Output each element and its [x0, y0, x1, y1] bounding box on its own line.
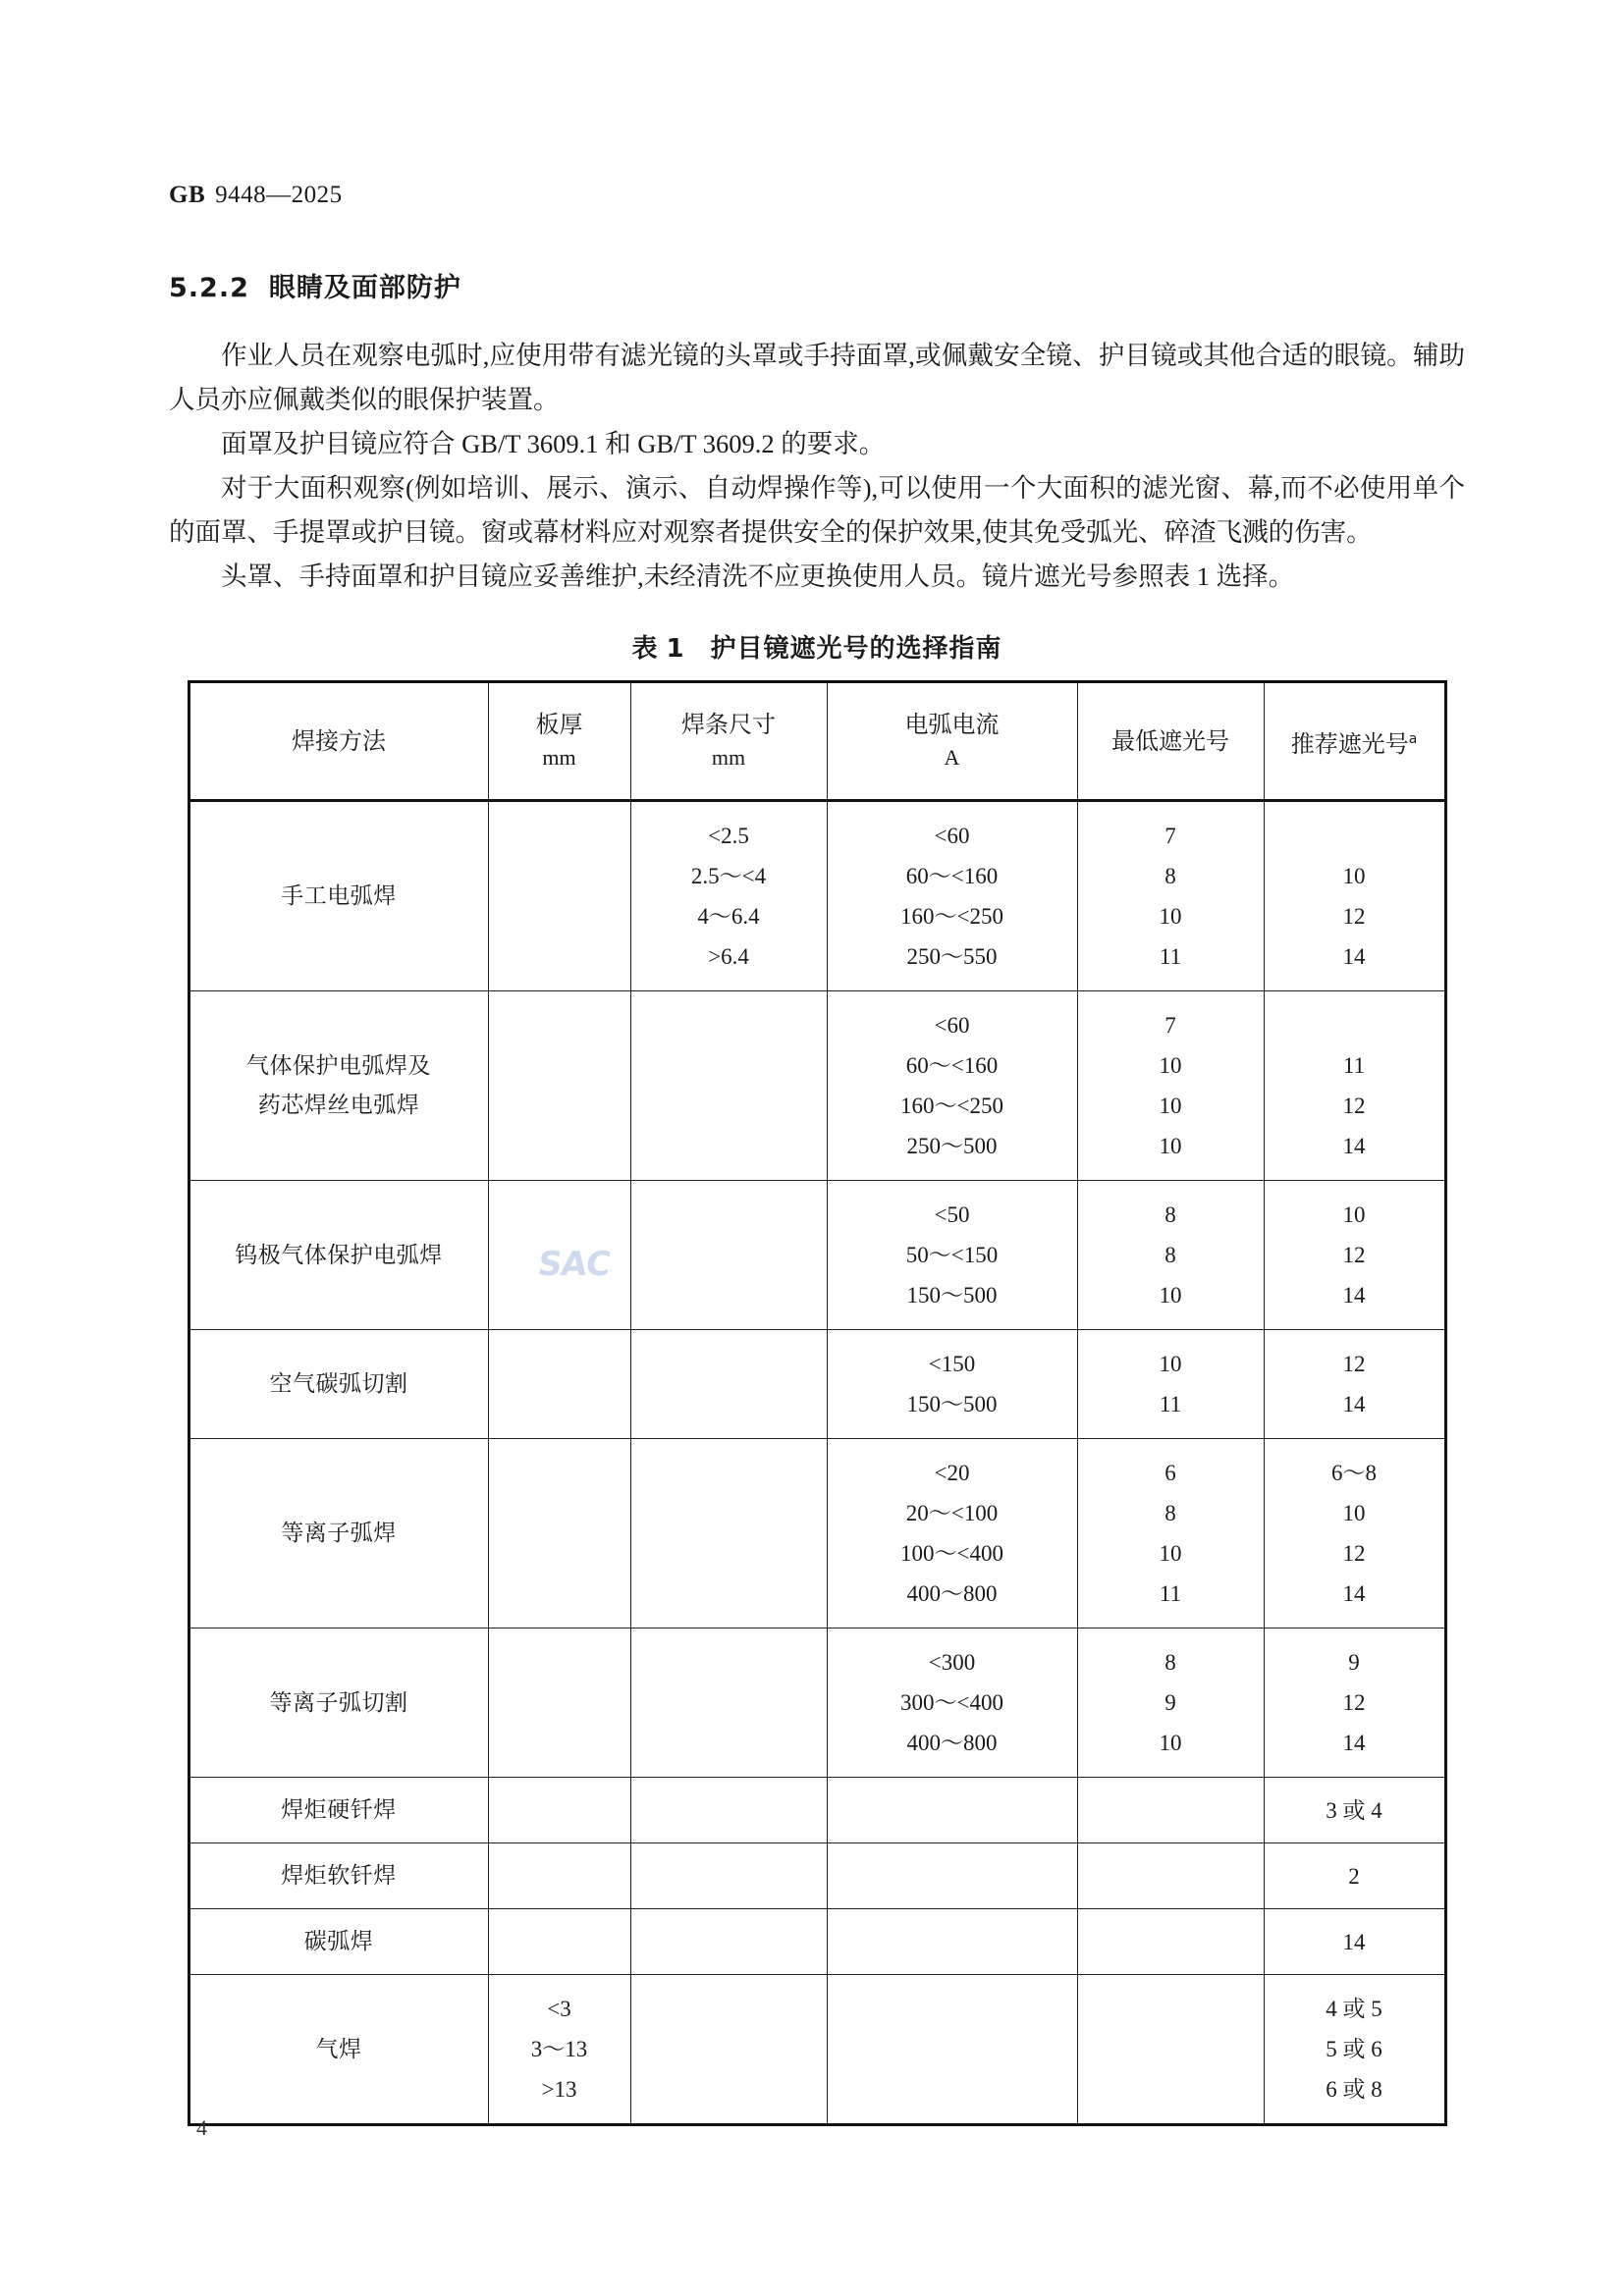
cell-line: >13 [541, 2077, 577, 2102]
cell-recommended-shade [1264, 1439, 1445, 1629]
standard-number: 9448—2025 [215, 182, 343, 208]
table-row [189, 1975, 1445, 2125]
cell-line [557, 1344, 563, 1384]
cell-line: 10 [1342, 1501, 1366, 1525]
cell-welding-method: 气体保护电弧焊及 药芯焊丝电弧焊 [189, 991, 488, 1181]
column-header-welding-method [189, 682, 488, 801]
cell-minimum-shade [1077, 1975, 1264, 2125]
cell-line: 11 [1342, 1053, 1366, 1078]
cell-minimum-shade [1077, 1843, 1264, 1909]
cell-line [557, 1453, 563, 1493]
table-row [189, 1330, 1445, 1439]
cell-line [726, 1533, 731, 1574]
cell-electrode-size [630, 1843, 827, 1909]
cell-line [1167, 1989, 1173, 2029]
cell-recommended-shade [1264, 1330, 1445, 1439]
cell-recommended-shade [1264, 1909, 1445, 1975]
table-body [189, 801, 1445, 2125]
cell-line: 6 [1164, 1461, 1176, 1485]
cell-line [726, 1195, 731, 1235]
cell-line: <2.5 [708, 824, 749, 848]
table-caption [169, 628, 1465, 665]
paragraph-3: 对于大面积观察(例如培训、展示、演示、自动焊操作等),可以使用一个大面积的滤光窗、幕,而不必使用单个的面罩、手提罩或护目镜。窗或幕材料应对观察者提供安全的保护效果,使其免受弧光、碎渣飞溅的伤害。 [169, 473, 1465, 547]
cell-line: 60～<160 [905, 864, 999, 888]
cell-line [949, 1922, 955, 1962]
cell-line: <20 [934, 1461, 970, 1485]
cell-line [557, 1086, 563, 1126]
cell-line: 2 [1348, 1863, 1360, 1889]
cell-line [726, 1235, 731, 1275]
cell-line: 250～550 [906, 944, 998, 969]
cell-welding-method: 气焊 [189, 1975, 488, 2125]
cell-line [726, 1453, 731, 1493]
column-title: 推荐遮光号 [1290, 729, 1409, 758]
cell-line [726, 1086, 731, 1126]
cell-line: 10 [1159, 1094, 1182, 1118]
cell-minimum-shade [1077, 1909, 1264, 1975]
cell-plate-thickness [488, 1909, 630, 1975]
cell-electrode-size [630, 1330, 827, 1439]
shade-number-table [188, 680, 1447, 2126]
table-row [189, 991, 1445, 1181]
cell-minimum-shade [1077, 1629, 1264, 1778]
cell-line: 10 [1159, 1541, 1182, 1566]
cell-welding-method: 焊炬硬钎焊 [189, 1778, 488, 1843]
column-unit: A [944, 745, 960, 770]
table-row [189, 1629, 1445, 1778]
cell-line: 11 [1159, 1392, 1182, 1416]
cell-line: <50 [934, 1202, 970, 1227]
cell-line [557, 1682, 563, 1723]
cell-recommended-shade [1264, 801, 1445, 991]
column-unit: mm [542, 745, 576, 770]
cell-line: <3 [547, 1997, 571, 2021]
page-number: 4 [196, 2115, 207, 2140]
table-caption-title: 护目镜遮光号的选择指南 [710, 634, 1002, 664]
cell-line [726, 1682, 731, 1723]
cell-line [557, 936, 563, 977]
cell-line: 10 [1159, 1134, 1182, 1158]
column-title: 最低遮光号 [1111, 727, 1229, 755]
cell-line [726, 1493, 731, 1533]
cell-line: 8 [1164, 1650, 1176, 1675]
cell-line [949, 2069, 955, 2109]
cell-electrode-size [630, 1975, 827, 2125]
column-header-electrode-size [630, 682, 827, 801]
cell-line: 6～8 [1331, 1461, 1377, 1485]
cell-line: 12 [1342, 904, 1366, 929]
cell-plate-thickness [488, 991, 630, 1181]
cell-line: 7 [1164, 824, 1176, 848]
column-header-arc-current [827, 682, 1077, 801]
table-row [189, 1778, 1445, 1843]
cell-electrode-size [630, 1909, 827, 1975]
cell-line [1167, 2029, 1173, 2069]
cell-line: 20～<100 [905, 1501, 999, 1525]
cell-line: 9 [1164, 1690, 1176, 1715]
cell-plate-thickness [488, 1778, 630, 1843]
column-title: 焊接方法 [292, 727, 386, 755]
cell-electrode-size [630, 991, 827, 1181]
table-header-row [189, 682, 1445, 801]
cell-line [726, 1384, 731, 1424]
cell-line: 250～500 [906, 1134, 998, 1158]
cell-line: 2.5～<4 [690, 864, 767, 888]
cell-electrode-size [630, 801, 827, 991]
table-row [189, 1843, 1445, 1909]
cell-line: 10 [1342, 1202, 1366, 1227]
cell-line: 400～800 [906, 1731, 998, 1755]
cell-line [726, 2069, 731, 2109]
cell-line [726, 1275, 731, 1315]
cell-arc-current [827, 1975, 1077, 2125]
cell-line: 8 [1164, 864, 1176, 888]
cell-line [726, 1005, 731, 1045]
cell-line: 7 [1164, 1013, 1176, 1038]
cell-arc-current [827, 991, 1077, 1181]
cell-recommended-shade [1264, 991, 1445, 1181]
cell-line [726, 1045, 731, 1086]
column-header-plate-thickness [488, 682, 630, 801]
cell-line: 12 [1342, 1243, 1366, 1267]
cell-electrode-size [630, 1778, 827, 1843]
column-header-recommended-shade [1264, 682, 1445, 801]
cell-recommended-shade [1264, 1843, 1445, 1909]
cell-line [726, 1723, 731, 1763]
cell-recommended-shade [1264, 1975, 1445, 2125]
cell-minimum-shade [1077, 991, 1264, 1181]
cell-line [726, 1790, 731, 1831]
cell-electrode-size [630, 1181, 827, 1330]
cell-line: 10 [1159, 1283, 1182, 1308]
cell-line: <60 [934, 1013, 970, 1038]
page-content [169, 0, 1465, 2126]
cell-minimum-shade [1077, 1439, 1264, 1629]
cell-line [1167, 1922, 1173, 1962]
cell-line: <60 [934, 824, 970, 848]
cell-line: 150～500 [906, 1283, 998, 1308]
cell-line [557, 1235, 563, 1275]
cell-line: 8 [1164, 1243, 1176, 1267]
cell-line [949, 2029, 955, 2069]
cell-line: 10 [1342, 864, 1366, 888]
table-row [189, 1439, 1445, 1629]
cell-line [726, 1642, 731, 1682]
cell-line: 14 [1342, 1283, 1366, 1308]
cell-arc-current [827, 801, 1077, 991]
cell-line [557, 816, 563, 856]
cell-welding-method: 手工电弧焊 [189, 801, 488, 991]
cell-line: 8 [1164, 1202, 1176, 1227]
cell-plate-thickness [488, 1181, 630, 1330]
cell-arc-current [827, 1843, 1077, 1909]
cell-line: >6.4 [708, 944, 749, 969]
clause-number: 5.2.2 [169, 273, 249, 303]
sac-watermark: SAC [535, 1245, 613, 1284]
cell-line: <300 [928, 1650, 976, 1675]
cell-welding-method: 焊炬软钎焊 [189, 1843, 488, 1909]
running-header [169, 182, 1465, 209]
cell-plate-thickness [488, 1439, 630, 1629]
cell-electrode-size [630, 1629, 827, 1778]
cell-line [726, 1922, 731, 1962]
cell-line [726, 1126, 731, 1166]
paragraph-1: 作业人员在观察电弧时,应使用带有滤光镜的头罩或手持面罩,或佩戴安全镜、护目镜或其他合适的眼镜。辅助人员亦应佩戴类似的眼保护装置。 [169, 341, 1465, 414]
cell-line: 11 [1159, 1581, 1182, 1606]
cell-line: 14 [1342, 1134, 1366, 1158]
cell-welding-method: 空气碳弧切割 [189, 1330, 488, 1439]
cell-line [557, 1384, 563, 1424]
cell-line: 14 [1342, 1731, 1366, 1755]
cell-line: 3～13 [530, 2037, 588, 2061]
column-header-minimum-shade [1077, 682, 1264, 801]
cell-line [949, 1989, 955, 2029]
cell-line [557, 1723, 563, 1763]
paragraph-4: 头罩、手持面罩和护目镜应妥善维护,未经清洗不应更换使用人员。镜片遮光号参照表 1 选择。 [221, 561, 1295, 591]
table-caption-number: 1 [666, 634, 685, 664]
cell-line: 9 [1348, 1650, 1360, 1675]
cell-line: 300～<400 [900, 1690, 1003, 1715]
cell-line [557, 896, 563, 936]
cell-line [557, 1574, 563, 1614]
cell-line: 150～500 [906, 1392, 998, 1416]
cell-plate-thickness [488, 801, 630, 991]
clause-heading [169, 266, 1465, 304]
cell-line: 60～<160 [905, 1053, 999, 1078]
cell-line: 160～<250 [900, 1094, 1003, 1118]
cell-line [726, 1856, 731, 1896]
cell-recommended-shade [1264, 1629, 1445, 1778]
cell-line [557, 1790, 563, 1831]
cell-welding-method: 钨极气体保护电弧焊 [189, 1181, 488, 1330]
footnote-marker: a [1408, 730, 1418, 747]
cell-line [557, 856, 563, 896]
cell-line [949, 1790, 955, 1831]
cell-recommended-shade [1264, 1778, 1445, 1843]
cell-line [1167, 1790, 1173, 1831]
cell-line [1167, 1856, 1173, 1896]
cell-arc-current [827, 1330, 1077, 1439]
standard-prefix: GB [169, 182, 206, 208]
cell-line [557, 1195, 563, 1235]
cell-line [557, 1045, 563, 1086]
table-row [189, 801, 1445, 991]
cell-line: 12 [1342, 1541, 1366, 1566]
cell-line: 5 或 6 [1326, 2037, 1382, 2061]
cell-line [726, 1574, 731, 1614]
cell-line: 12 [1342, 1094, 1366, 1118]
cell-line: 12 [1342, 1352, 1366, 1376]
cell-line [557, 1922, 563, 1962]
cell-line [557, 1275, 563, 1315]
cell-line [557, 1005, 563, 1045]
cell-line: <150 [928, 1352, 976, 1376]
cell-line: 14 [1342, 1929, 1366, 1954]
cell-minimum-shade [1077, 1330, 1264, 1439]
cell-line: 10 [1159, 1352, 1182, 1376]
cell-line [557, 1493, 563, 1533]
cell-line [557, 1533, 563, 1574]
table-row [189, 1909, 1445, 1975]
cell-line: 4～6.4 [697, 904, 760, 929]
cell-line: 14 [1342, 944, 1366, 969]
cell-arc-current [827, 1778, 1077, 1843]
paragraph-2: 面罩及护目镜应符合 GB/T 3609.1 和 GB/T 3609.2 的要求。 [221, 429, 886, 458]
table-row [189, 1181, 1445, 1330]
cell-welding-method: 碳弧焊 [189, 1909, 488, 1975]
cell-line: 160～<250 [900, 904, 1003, 929]
cell-line [557, 1856, 563, 1896]
cell-line: 4 或 5 [1326, 1997, 1382, 2021]
cell-line: 3 或 4 [1326, 1797, 1382, 1823]
cell-line: 14 [1342, 1392, 1366, 1416]
cell-line: 12 [1342, 1690, 1366, 1715]
cell-plate-thickness [488, 1629, 630, 1778]
cell-arc-current [827, 1181, 1077, 1330]
cell-line: 11 [1159, 944, 1182, 969]
cell-line: 10 [1159, 1053, 1182, 1078]
cell-line [726, 2029, 731, 2069]
cell-plate-thickness [488, 1330, 630, 1439]
cell-arc-current [827, 1439, 1077, 1629]
cell-line: 14 [1342, 1581, 1366, 1606]
cell-welding-method: 等离子弧切割 [189, 1629, 488, 1778]
cell-minimum-shade [1077, 801, 1264, 991]
cell-recommended-shade [1264, 1181, 1445, 1330]
cell-plate-thickness [488, 1975, 630, 2125]
cell-plate-thickness [488, 1843, 630, 1909]
cell-line [557, 1642, 563, 1682]
cell-line: 6 或 8 [1326, 2077, 1382, 2102]
cell-minimum-shade [1077, 1778, 1264, 1843]
cell-line [1167, 2069, 1173, 2109]
clause-title: 眼睛及面部防护 [268, 273, 461, 303]
cell-electrode-size [630, 1439, 827, 1629]
cell-line [726, 1344, 731, 1384]
cell-line [1351, 816, 1357, 856]
cell-line [557, 1126, 563, 1166]
cell-line: 50～<150 [905, 1243, 999, 1267]
cell-minimum-shade [1077, 1181, 1264, 1330]
column-unit: mm [711, 745, 746, 770]
cell-line [949, 1856, 955, 1896]
cell-line [1351, 1005, 1357, 1045]
cell-arc-current [827, 1909, 1077, 1975]
cell-welding-method: 等离子弧焊 [189, 1439, 488, 1629]
cell-line: 100～<400 [900, 1541, 1003, 1566]
column-title: 焊条尺寸 [681, 711, 776, 738]
column-title: 板厚 [535, 711, 583, 738]
cell-line: 10 [1159, 1731, 1182, 1755]
cell-line: 8 [1164, 1501, 1176, 1525]
column-title: 电弧电流 [904, 711, 1000, 738]
cell-line: 10 [1159, 904, 1182, 929]
cell-line [726, 1989, 731, 2029]
table-caption-label: 表 [631, 634, 659, 664]
cell-arc-current [827, 1629, 1077, 1778]
cell-line: 400～800 [906, 1581, 998, 1606]
